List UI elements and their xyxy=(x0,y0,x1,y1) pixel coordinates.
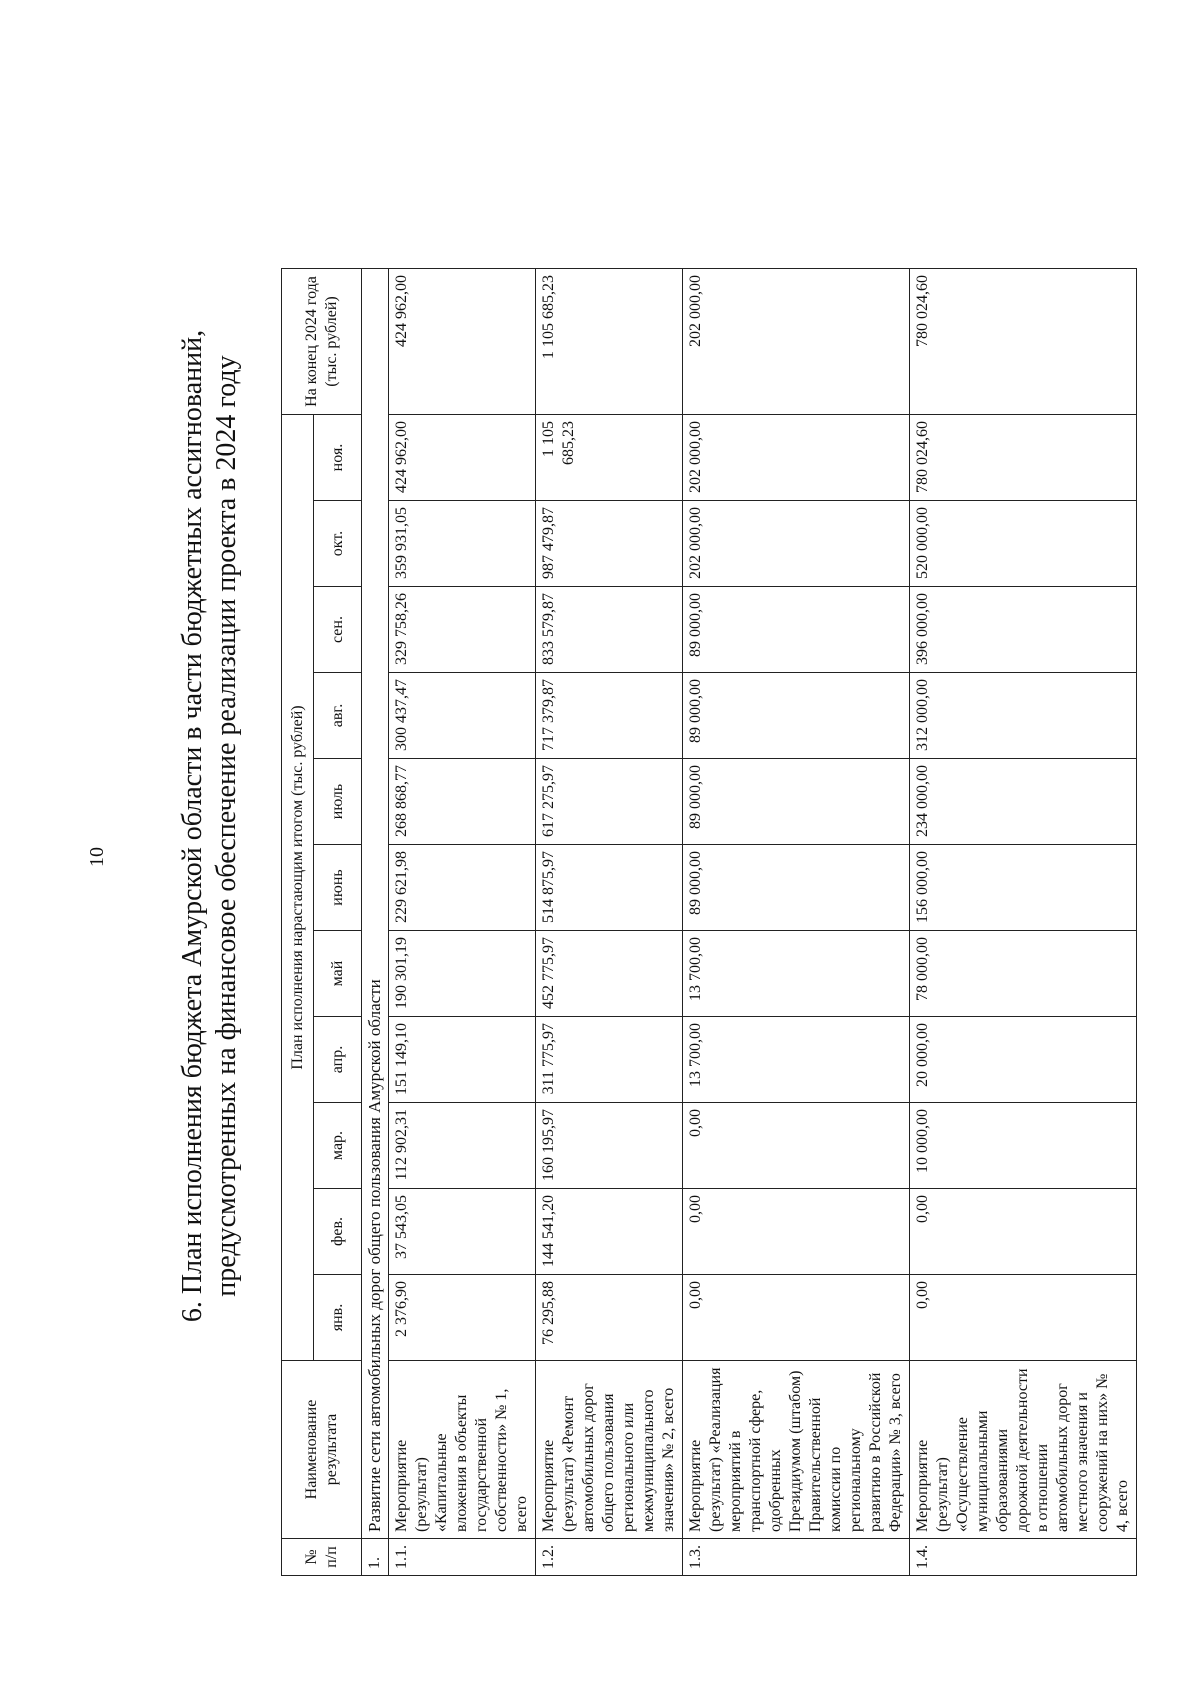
row-month-value: 396 000,00 xyxy=(910,587,1137,673)
header-month: ноя. xyxy=(314,415,362,501)
header-month: фев. xyxy=(314,1189,362,1275)
row-month-value: 0,00 xyxy=(683,1189,910,1275)
header-year-end: На конец 2024 года (тыс. рублей) xyxy=(282,269,362,415)
row-year-end: 780 024,60 xyxy=(910,269,1137,415)
rotated-page-content xyxy=(176,76,1131,1576)
row-month-value: 0,00 xyxy=(910,1275,1137,1361)
title-line-1: 6. План исполнения бюджета Амурской области в части бюджетных ассигнований, xyxy=(177,329,208,1323)
row-month-value: 1 105 685,23 xyxy=(536,415,683,501)
row-month-value: 514 875,97 xyxy=(536,845,683,931)
row-year-end: 202 000,00 xyxy=(683,269,910,415)
header-plan-group: План исполнения нарастающим итогом (тыс. рублей) xyxy=(282,415,314,1361)
row-month-value: 234 000,00 xyxy=(910,759,1137,845)
row-month-value: 89 000,00 xyxy=(683,845,910,931)
table-row xyxy=(683,269,910,1576)
header-month: апр. xyxy=(314,1017,362,1103)
row-month-value: 717 379,87 xyxy=(536,673,683,759)
header-month: окт. xyxy=(314,501,362,587)
row-year-end: 424 962,00 xyxy=(389,269,536,415)
row-month-value: 780 024,60 xyxy=(910,415,1137,501)
row-month-value: 13 700,00 xyxy=(683,1017,910,1103)
table-row xyxy=(389,269,536,1576)
row-month-value: 89 000,00 xyxy=(683,587,910,673)
section-name: Развитие сети автомобильных дорог общего пользования Амурской области xyxy=(362,269,389,1539)
row-month-value: 2 376,90 xyxy=(389,1275,536,1361)
row-month-value: 987 479,87 xyxy=(536,501,683,587)
table-row xyxy=(536,269,683,1576)
row-month-value: 229 621,98 xyxy=(389,845,536,931)
budget-plan-table xyxy=(281,268,1137,1576)
header-month: янв. xyxy=(314,1275,362,1361)
header-name: Наименование результата xyxy=(282,1361,362,1539)
row-month-value: 151 149,10 xyxy=(389,1017,536,1103)
row-month-value: 359 931,05 xyxy=(389,501,536,587)
row-month-value: 833 579,87 xyxy=(536,587,683,673)
title-line-2: предусмотренных на финансовое обеспечение реализации проекта в 2024 году xyxy=(211,355,242,1297)
row-month-value: 312 000,00 xyxy=(910,673,1137,759)
row-name: Мероприятие (результат) «Ремонт автомобильных дорог общего пользования регионального или межмуниципального значения» № 2, всего xyxy=(536,1361,683,1539)
row-month-value: 202 000,00 xyxy=(683,501,910,587)
row-month-value: 329 758,26 xyxy=(389,587,536,673)
table-row xyxy=(910,269,1137,1576)
row-num: 1.1. xyxy=(389,1539,536,1576)
row-month-value: 452 775,97 xyxy=(536,931,683,1017)
header-month: авг. xyxy=(314,673,362,759)
row-month-value: 0,00 xyxy=(683,1103,910,1189)
row-month-value: 156 000,00 xyxy=(910,845,1137,931)
header-month: сен. xyxy=(314,587,362,673)
row-name: Мероприятие (результат) «Реализация мероприятий в транспортной сфере, одобренных Президиумом (штабом) Правительственной комиссии по региональному развитию в Российской Федерации» № 3, всего xyxy=(683,1361,910,1539)
row-month-value: 20 000,00 xyxy=(910,1017,1137,1103)
row-month-value: 10 000,00 xyxy=(910,1103,1137,1189)
row-month-value: 37 543,05 xyxy=(389,1189,536,1275)
header-month: май xyxy=(314,931,362,1017)
row-num: 1.4. xyxy=(910,1539,1137,1576)
row-month-value: 202 000,00 xyxy=(683,415,910,501)
row-month-value: 112 902,31 xyxy=(389,1103,536,1189)
row-month-value: 617 275,97 xyxy=(536,759,683,845)
section-num: 1. xyxy=(362,1539,389,1576)
row-year-end: 1 105 685,23 xyxy=(536,269,683,415)
row-month-value: 13 700,00 xyxy=(683,931,910,1017)
page-number: 10 xyxy=(86,847,108,867)
row-month-value: 190 301,19 xyxy=(389,931,536,1017)
header-num: № п/п xyxy=(282,1539,362,1576)
header-month: июнь xyxy=(314,845,362,931)
header-month: июль xyxy=(314,759,362,845)
row-month-value: 89 000,00 xyxy=(683,673,910,759)
row-month-value: 520 000,00 xyxy=(910,501,1137,587)
row-name: Мероприятие (результат) «Капитальные вложения в объекты государственной собственности» № 1, всего xyxy=(389,1361,536,1539)
row-month-value: 424 962,00 xyxy=(389,415,536,501)
row-month-value: 144 541,20 xyxy=(536,1189,683,1275)
row-month-value: 0,00 xyxy=(683,1275,910,1361)
document-title xyxy=(176,76,281,1576)
row-name: Мероприятие (результат) «Осуществление муниципальными образованиями дорожной деятельности в отношении автомобильных дорог местного значения и сооружений на них» № 4, всего xyxy=(910,1361,1137,1539)
row-num: 1.3. xyxy=(683,1539,910,1576)
row-num: 1.2. xyxy=(536,1539,683,1576)
header-month: мар. xyxy=(314,1103,362,1189)
row-month-value: 300 437,47 xyxy=(389,673,536,759)
row-month-value: 76 295,88 xyxy=(536,1275,683,1361)
row-month-value: 78 000,00 xyxy=(910,931,1137,1017)
row-month-value: 268 868,77 xyxy=(389,759,536,845)
row-month-value: 311 775,97 xyxy=(536,1017,683,1103)
row-month-value: 89 000,00 xyxy=(683,759,910,845)
row-month-value: 160 195,97 xyxy=(536,1103,683,1189)
row-month-value: 0,00 xyxy=(910,1189,1137,1275)
